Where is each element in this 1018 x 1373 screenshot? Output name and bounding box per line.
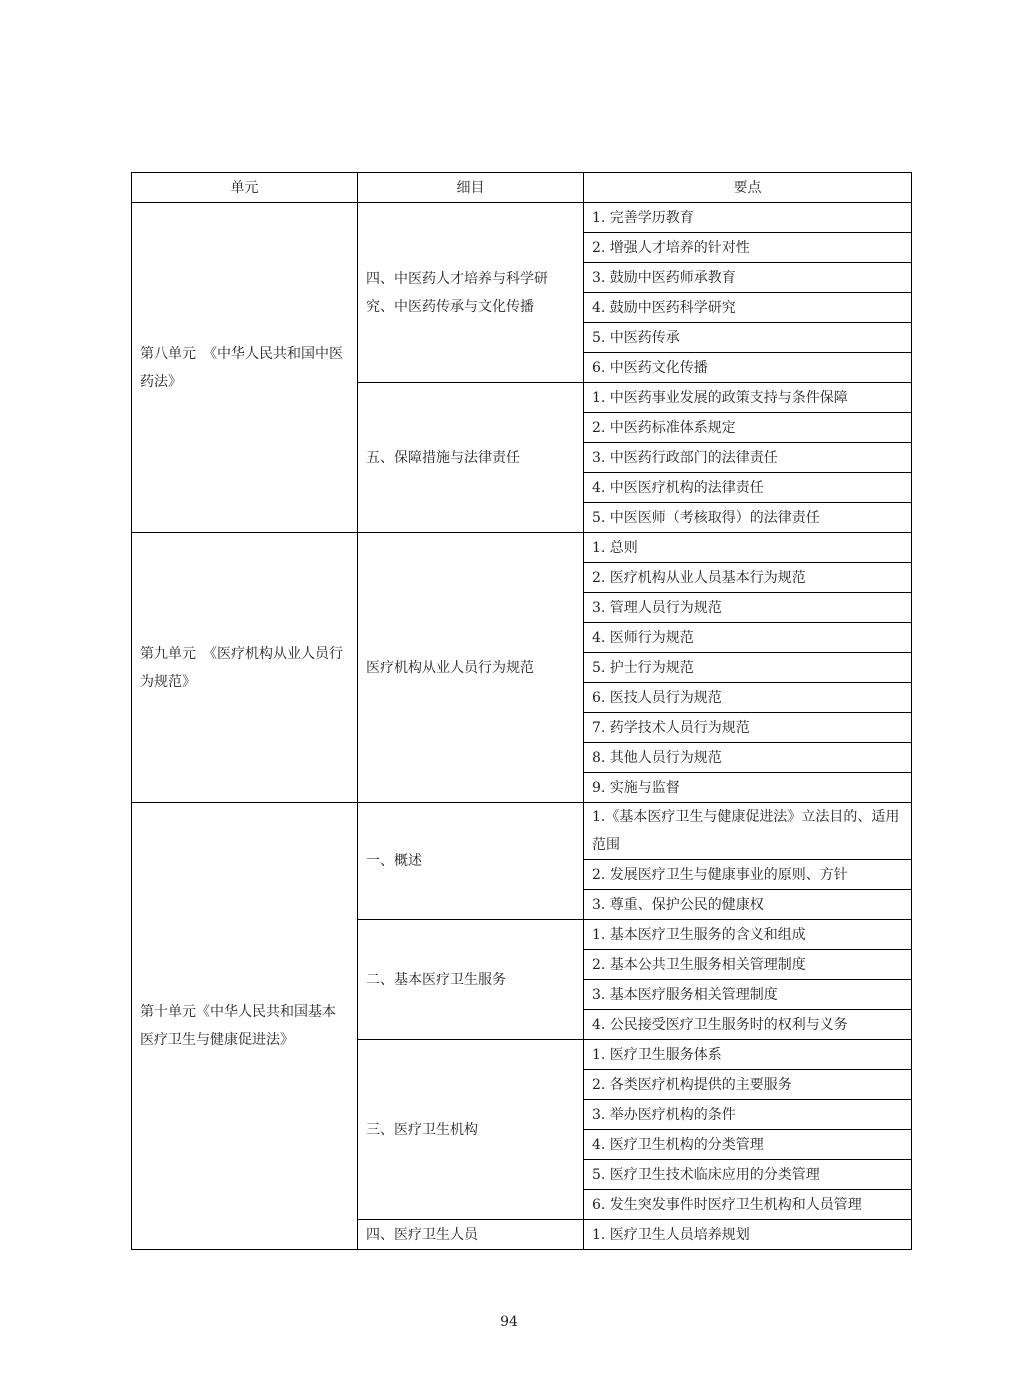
point-cell: 6. 发生突发事件时医疗卫生机构和人员管理 — [584, 1190, 912, 1220]
point-cell: 9. 实施与监督 — [584, 773, 912, 803]
point-cell: 4. 医师行为规范 — [584, 623, 912, 653]
point-cell: 2. 基本公共卫生服务相关管理制度 — [584, 950, 912, 980]
point-cell: 4. 医疗卫生机构的分类管理 — [584, 1130, 912, 1160]
item-cell: 医疗机构从业人员行为规范 — [358, 533, 584, 803]
point-cell: 2. 中医药标准体系规定 — [584, 413, 912, 443]
point-cell: 6. 中医药文化传播 — [584, 353, 912, 383]
point-cell: 3. 尊重、保护公民的健康权 — [584, 890, 912, 920]
header-row — [132, 173, 912, 203]
point-cell: 1. 中医药事业发展的政策支持与条件保障 — [584, 383, 912, 413]
header-unit: 单元 — [132, 173, 358, 203]
point-cell: 4. 鼓励中医药科学研究 — [584, 293, 912, 323]
point-cell: 1. 医疗卫生服务体系 — [584, 1040, 912, 1070]
point-cell: 1. 总则 — [584, 533, 912, 563]
point-cell: 5. 护士行为规范 — [584, 653, 912, 683]
header-item: 细目 — [358, 173, 584, 203]
item-cell: 四、中医药人才培养与科学研究、中医药传承与文化传播 — [358, 203, 584, 383]
point-cell: 1. 医疗卫生人员培养规划 — [584, 1220, 912, 1250]
item-cell: 三、医疗卫生机构 — [358, 1040, 584, 1220]
point-cell: 1.《基本医疗卫生与健康促进法》立法目的、适用范围 — [584, 803, 912, 860]
point-cell: 3. 鼓励中医药师承教育 — [584, 263, 912, 293]
point-cell: 3. 中医药行政部门的法律责任 — [584, 443, 912, 473]
item-cell: 二、基本医疗卫生服务 — [358, 920, 584, 1040]
item-cell: 一、概述 — [358, 803, 584, 920]
point-cell: 5. 中医药传承 — [584, 323, 912, 353]
point-cell: 1. 完善学历教育 — [584, 203, 912, 233]
point-cell: 2. 增强人才培养的针对性 — [584, 233, 912, 263]
unit-cell: 第十单元《中华人民共和国基本医疗卫生与健康促进法》 — [132, 803, 358, 1250]
item-cell: 五、保障措施与法律责任 — [358, 383, 584, 533]
point-cell: 5. 医疗卫生技术临床应用的分类管理 — [584, 1160, 912, 1190]
page-number: 94 — [500, 1314, 518, 1330]
table-row — [132, 203, 912, 233]
point-cell: 2. 发展医疗卫生与健康事业的原则、方针 — [584, 860, 912, 890]
unit-cell: 第九单元 《医疗机构从业人员行为规范》 — [132, 533, 358, 803]
point-cell: 1. 基本医疗卫生服务的含义和组成 — [584, 920, 912, 950]
item-cell: 四、医疗卫生人员 — [358, 1220, 584, 1250]
table-row — [132, 533, 912, 563]
point-cell: 3. 管理人员行为规范 — [584, 593, 912, 623]
point-cell: 5. 中医医师（考核取得）的法律责任 — [584, 503, 912, 533]
unit-cell: 第八单元 《中华人民共和国中医药法》 — [132, 203, 358, 533]
syllabus-table — [131, 172, 912, 1250]
point-cell: 6. 医技人员行为规范 — [584, 683, 912, 713]
point-cell: 8. 其他人员行为规范 — [584, 743, 912, 773]
point-cell: 2. 医疗机构从业人员基本行为规范 — [584, 563, 912, 593]
table-body — [132, 203, 912, 1250]
point-cell: 4. 中医医疗机构的法律责任 — [584, 473, 912, 503]
header-point: 要点 — [584, 173, 912, 203]
point-cell: 2. 各类医疗机构提供的主要服务 — [584, 1070, 912, 1100]
point-cell: 3. 基本医疗服务相关管理制度 — [584, 980, 912, 1010]
point-cell: 4. 公民接受医疗卫生服务时的权利与义务 — [584, 1010, 912, 1040]
point-cell: 7. 药学技术人员行为规范 — [584, 713, 912, 743]
point-cell: 3. 举办医疗机构的条件 — [584, 1100, 912, 1130]
table-row — [132, 803, 912, 860]
